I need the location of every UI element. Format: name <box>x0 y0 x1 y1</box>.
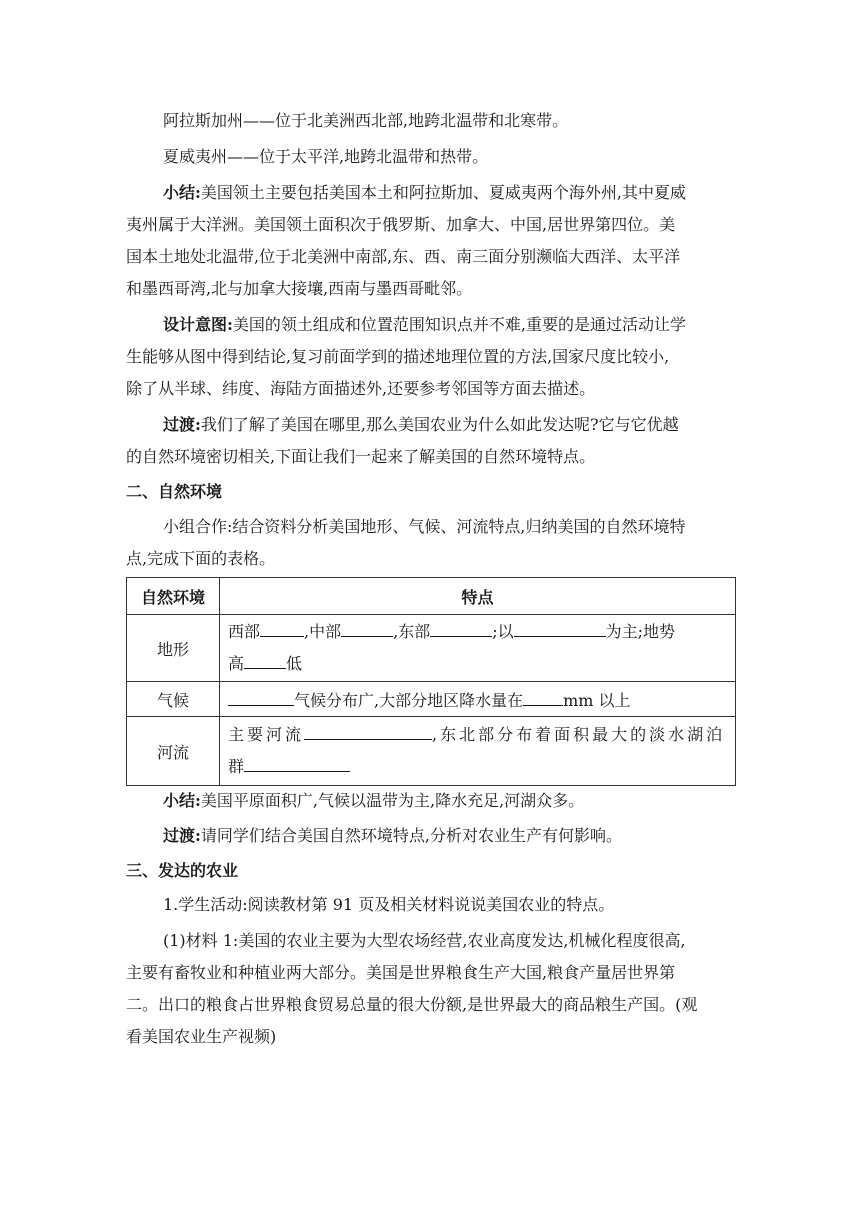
summary2-text: 美国平原面积广,气候以温带为主,降水充足,河湖众多。 <box>200 791 585 810</box>
section-heading-3: 三、发达的农业 <box>126 861 239 880</box>
paragraph-hawaii: 夏威夷州——位于太平洋,地跨北温带和热带。 <box>163 147 489 166</box>
environment-table <box>126 577 736 786</box>
table-row-terrain <box>127 615 736 682</box>
paragraph-alaska: 阿拉斯加州——位于北美洲西北部,地跨北温带和北寒带。 <box>163 111 569 130</box>
cell-terrain: 地形 <box>127 615 220 682</box>
blank-river[interactable] <box>304 724 432 740</box>
river-text-main: 主要河流 <box>228 725 305 744</box>
blank-climate[interactable] <box>228 690 294 706</box>
transition1-label: 过渡: <box>163 415 201 434</box>
transition2-line <box>163 826 736 846</box>
transition2-label: 过渡: <box>163 826 201 845</box>
terrain-text-high: 高 <box>228 654 245 673</box>
river-text-group: 群 <box>228 757 245 776</box>
section-heading-2: 二、自然环境 <box>126 482 223 501</box>
terrain-text-mainly: ;以 <box>492 622 514 641</box>
cell-river-features <box>220 717 736 786</box>
table-row-river <box>127 717 736 786</box>
header-environment: 自然环境 <box>127 578 220 615</box>
material1-line3: 二。出口的粮食占世界粮食贸易总量的很大份额,是世界最大的商品粮生产国。(观 <box>126 995 698 1014</box>
transition1-line2: 的自然环境密切相关,下面让我们一起来了解美国的自然环境特点。 <box>126 447 596 466</box>
river-text-lakes: ,东北部分布着面积最大的淡水湖泊 <box>432 725 726 744</box>
blank-west[interactable] <box>260 621 304 637</box>
cell-climate: 气候 <box>127 682 220 717</box>
transition1-line1 <box>163 415 736 435</box>
climate-text: 气候分布广,大部分地区降水量在 <box>294 690 524 710</box>
summary2-line <box>163 791 736 811</box>
terrain-text-west: 西部 <box>228 622 261 641</box>
summary1-text: 美国领土主要包括美国本土和阿拉斯加、夏威夷两个海外州,其中夏威 <box>200 183 687 202</box>
blank-slope[interactable] <box>244 653 286 669</box>
blank-east[interactable] <box>430 621 492 637</box>
blank-main[interactable] <box>514 621 606 637</box>
design-text: 美国的领土组成和位置范围知识点并不难,重要的是通过活动让学 <box>232 315 687 334</box>
group-work-line2: 点,完成下面的表格。 <box>126 549 276 568</box>
cell-river: 河流 <box>127 717 220 786</box>
climate-text-unit: mm 以上 <box>563 690 631 710</box>
summary1-line1 <box>163 183 736 203</box>
terrain-text-slope: 为主;地势 <box>605 622 676 641</box>
table-row-climate <box>127 682 736 717</box>
blank-lakes[interactable] <box>244 756 350 772</box>
header-features: 特点 <box>220 578 736 615</box>
terrain-text-central: ,中部 <box>304 622 342 641</box>
design-label: 设计意图: <box>163 315 233 334</box>
transition2-text: 请同学们结合美国自然环境特点,分析对农业生产有何影响。 <box>200 826 623 845</box>
group-work-line1: 小组合作:结合资料分析美国地形、气候、河流特点,归纳美国的自然环境特 <box>163 517 686 536</box>
summary1-label: 小结: <box>163 183 201 202</box>
design-line3: 除了从半球、纬度、海陆方面描述外,还要参考邻国等方面去描述。 <box>126 379 596 398</box>
transition1-text: 我们了解了美国在哪里,那么美国农业为什么如此发达呢?它与它优越 <box>200 415 679 434</box>
design-line2: 生能够从图中得到结论,复习前面学到的描述地理位置的方法,国家尺度比较小, <box>126 347 670 366</box>
summary1-line4: 和墨西哥湾,北与加拿大接壤,西南与墨西哥毗邻。 <box>126 279 473 298</box>
terrain-text-east: ,东部 <box>393 622 431 641</box>
cell-terrain-features <box>220 615 736 682</box>
terrain-text-low: 低 <box>286 654 303 673</box>
summary1-line2: 夷州属于大洋洲。美国领土面积次于俄罗斯、加拿大、中国,居世界第四位。美 <box>126 215 676 234</box>
blank-precipitation[interactable] <box>523 690 563 706</box>
material1-line2: 主要有畜牧业和种植业两大部分。美国是世界粮食生产大国,粮食产量居世界第 <box>126 963 676 982</box>
table-header-row <box>127 578 736 615</box>
cell-climate-features <box>220 682 736 717</box>
summary2-label: 小结: <box>163 791 201 810</box>
design-line1 <box>163 315 736 335</box>
blank-central[interactable] <box>341 621 393 637</box>
material1-line4: 看美国农业生产视频) <box>126 1027 277 1046</box>
material1-line1: (1)材料 1:美国的农业主要为大型农场经营,农业高度发达,机械化程度很高, <box>163 931 686 950</box>
activity-line: 1.学生活动:阅读教材第 91 页及相关材料说说美国农业的特点。 <box>163 895 615 914</box>
summary1-line3: 国本土地处北温带,位于北美洲中南部,东、西、南三面分别濒临大西洋、太平洋 <box>126 247 681 266</box>
